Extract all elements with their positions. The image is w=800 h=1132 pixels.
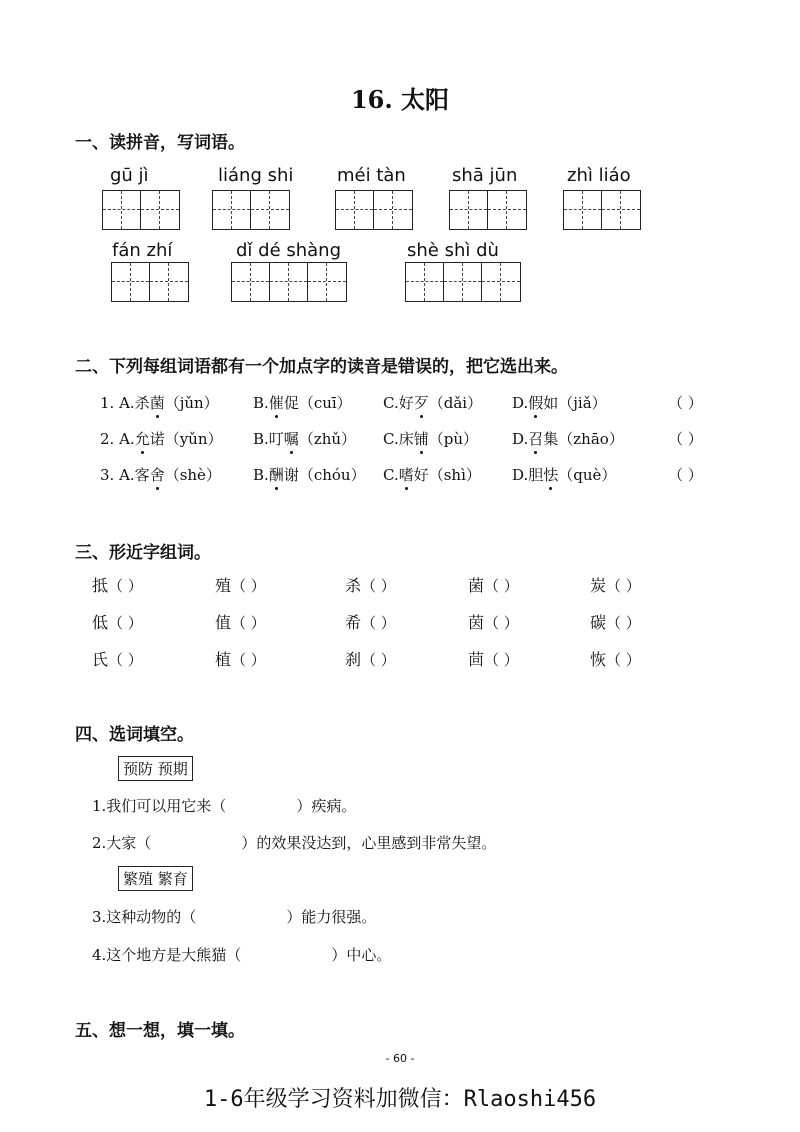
word-pair: 茵（ ）	[468, 613, 519, 632]
pinyin-label: shā jūn	[452, 165, 518, 186]
word-pair: 希（ ）	[345, 613, 396, 632]
question-row-1: 1. A.杀菌（jǔn）	[100, 394, 219, 412]
fill-blank[interactable]: （ ）	[361, 651, 396, 669]
option: B.酬谢（chóu）	[253, 466, 366, 484]
pinyin-label: shè shì dù	[407, 240, 499, 261]
page-number: - 60 -	[385, 1052, 415, 1065]
answer-blank[interactable]: （ ）	[668, 430, 703, 448]
pinyin-label: méi tàn	[337, 165, 406, 186]
fill-blank[interactable]: （ ）	[361, 577, 396, 595]
fill-blank[interactable]: （ ）	[108, 651, 143, 669]
option: C.好歹（dǎi）	[383, 394, 483, 412]
word-choice-box: 预防 预期	[118, 756, 193, 781]
pinyin-label: fán zhí	[112, 240, 173, 261]
question-row-3: 3. A.客舍（shè）	[100, 466, 221, 484]
writing-grid[interactable]	[405, 262, 521, 302]
fill-blank[interactable]: （ ）	[484, 614, 519, 632]
option: B.叮嘱（zhǔ）	[253, 430, 357, 448]
writing-grid[interactable]	[111, 262, 189, 302]
option: C.嗜好（shì）	[383, 466, 481, 484]
fill-blank[interactable]: （ ）	[231, 614, 266, 632]
option: C.床铺（pù）	[383, 430, 478, 448]
section-5-heading: 五、想一想，填一填。	[75, 1021, 245, 1041]
word-choice-box: 繁殖 繁育	[118, 866, 193, 891]
word-pair: 植（ ）	[215, 650, 266, 669]
pinyin-label: gū jì	[110, 165, 149, 186]
writing-grid[interactable]	[231, 262, 347, 302]
word-pair: 氏（ ）	[92, 650, 143, 669]
writing-grid[interactable]	[449, 190, 527, 230]
section-2-heading: 二、下列每组词语都有一个加点字的读音是错误的，把它选出来。	[75, 357, 568, 377]
answer-blank[interactable]: （ ）	[668, 394, 703, 412]
option: D.胆怯（què）	[512, 466, 617, 484]
fill-blank[interactable]: （ ）	[108, 577, 143, 595]
word-pair: 茴（ ）	[468, 650, 519, 669]
fill-blank[interactable]: （ ）	[606, 577, 641, 595]
fill-sentence-1: 1.我们可以用它来（ ）疾病。	[92, 797, 357, 815]
section-3-heading: 三、形近字组词。	[75, 543, 211, 563]
writing-grid[interactable]	[102, 190, 180, 230]
fill-blank[interactable]: （ ）	[606, 651, 641, 669]
fill-blank[interactable]: （ ）	[484, 577, 519, 595]
word-pair: 低（ ）	[92, 613, 143, 632]
word-pair: 恢（ ）	[590, 650, 641, 669]
answer-blank[interactable]: （ ）	[668, 466, 703, 484]
fill-blank[interactable]: （ ）	[231, 651, 266, 669]
pinyin-label: dǐ dé shàng	[236, 240, 342, 261]
word-pair: 杀（ ）	[345, 576, 396, 595]
word-pair: 殖（ ）	[215, 576, 266, 595]
option: B.催促（cuī）	[253, 394, 352, 412]
writing-grid[interactable]	[563, 190, 641, 230]
word-pair: 抵（ ）	[92, 576, 143, 595]
word-pair: 刹（ ）	[345, 650, 396, 669]
fill-blank[interactable]: （ ）	[484, 651, 519, 669]
word-pair: 菌（ ）	[468, 576, 519, 595]
writing-grid[interactable]	[335, 190, 413, 230]
fill-blank[interactable]: （ ）	[361, 614, 396, 632]
writing-grid[interactable]	[212, 190, 290, 230]
word-pair: 值（ ）	[215, 613, 266, 632]
footer-contact: 1-6年级学习资料加微信：Rlaoshi456	[203, 1087, 597, 1112]
section-1-heading: 一、读拼音，写词语。	[75, 133, 245, 153]
fill-sentence-3: 3.这种动物的（ ）能力很强。	[92, 908, 377, 926]
question-row-2: 2. A.允诺（yǔn）	[100, 430, 223, 448]
fill-blank[interactable]: （ ）	[231, 577, 266, 595]
option: D.召集（zhāo）	[512, 430, 624, 448]
word-pair: 碳（ ）	[590, 613, 641, 632]
fill-sentence-4: 4.这个地方是大熊猫（ ）中心。	[92, 946, 392, 964]
page-title: 16. 太阳	[350, 85, 450, 114]
pinyin-label: zhì liáo	[567, 165, 631, 186]
fill-blank[interactable]: （ ）	[108, 614, 143, 632]
fill-sentence-2: 2.大家（ ）的效果没达到，心里感到非常失望。	[92, 834, 497, 852]
pinyin-label: liáng shi	[218, 165, 294, 186]
option: D.假如（jiǎ）	[512, 394, 607, 412]
section-4-heading: 四、选词填空。	[75, 725, 194, 745]
fill-blank[interactable]: （ ）	[606, 614, 641, 632]
word-pair: 炭（ ）	[590, 576, 641, 595]
